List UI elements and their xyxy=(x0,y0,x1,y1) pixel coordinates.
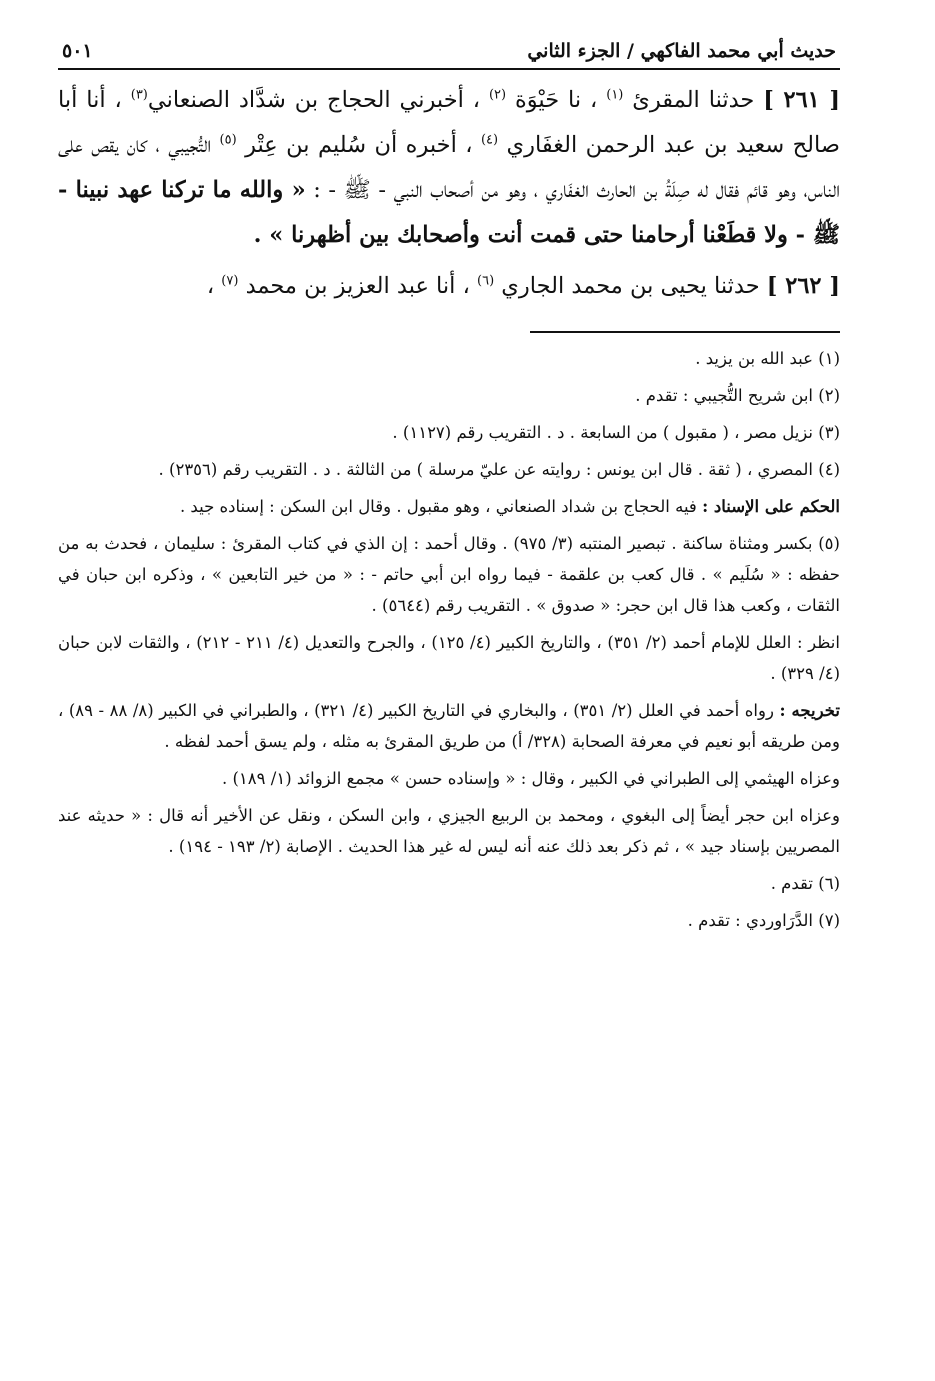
ruling-text: فيه الحجاج بن شداد الصنعاني ، وهو مقبول . وقال ابن السكن : إسناده جيد . xyxy=(179,497,703,516)
footnote-2: (٢) ابن شريح التُّجيبي : تقدم . xyxy=(635,386,840,405)
hadith-261 xyxy=(58,78,840,258)
footnote-5-ibnhajar: وعزاه ابن حجر أيضاً إلى البغوي ، ومحمد بن الربيع الجيزي ، وابن السكن ، ونقل عن الأخير أنه قال : « حديثه عند المصريين بإسناد جيد » ، ثم ذكر بعد ذلك عنه أنه ليس له غير هذا الحديث . الإصابة (٢/ ١٩٣ - ١٩٤) . xyxy=(58,806,840,856)
footnote-ref: (٢) xyxy=(488,87,507,103)
hadith-text: ، xyxy=(206,273,222,299)
hadith-text: التُّجيبي ، كان يقص على الناس، وهو قائم فقال له صِلَةُ بن الحارث الغفَاري ، وهو من أصحاب النبي - ﷺ - : xyxy=(58,132,841,203)
footnote-ref: (١) xyxy=(606,87,624,103)
hadith-number: [ ٢٦١ ] xyxy=(763,87,841,113)
hadith-quote: « والله ما تركنا عهد نبينا - ﷺ - ولا قطَعْنا أرحامنا حتى قمت أنت وأصحابك بين أظهرنا » . xyxy=(58,177,840,248)
footnote-ref: (٤) xyxy=(480,132,499,148)
hadith-262 xyxy=(58,264,840,309)
hadith-number: [ ٢٦٢ ] xyxy=(766,273,840,299)
takhrij-label: تخريجه : xyxy=(779,701,840,720)
footnote-7: (٧) الدَّرَاوردي : تقدم . xyxy=(687,911,840,930)
footnote-1: (١) عبد الله بن يزيد . xyxy=(695,349,840,368)
footnote-4-ruling xyxy=(58,491,840,522)
header-title: حديث أبي محمد الفاكهي / الجزء الثاني xyxy=(527,40,836,62)
hadith-text: ، أنا عبد العزيز بن محمد xyxy=(238,273,477,299)
takhrij-text: رواه أحمد في العلل (٢/ ٣٥١) ، والبخاري في التاريخ الكبير (٤/ ٣٢١) ، والطبراني في الكبير (٨/ ٨٨ - ٨٩) ، ومن طريقه أبو نعيم في معرفة الصحابة (٣٢٨/ أ) من طريق المقرئ به مثله ، ولم يسق أحمد لفظه . xyxy=(58,701,840,751)
hadith-text: حدثنا يحيى بن محمد الجاري xyxy=(494,273,767,299)
footnote-separator xyxy=(530,331,840,333)
footnote-5-see: انظر : العلل للإمام أحمد (٢/ ٣٥١) ، والتاريخ الكبير (٤/ ١٢٥) ، والجرح والتعديل (٤/ ٢١١ - ٢١٢) ، والثقات لابن حبان (٤/ ٣٢٩) . xyxy=(58,633,840,683)
footnote-3: (٣) نزيل مصر ، ( مقبول ) من السابعة . د . التقريب رقم (١١٢٧) . xyxy=(392,423,840,442)
footnote-5: (٥) بكسر ومثناة ساكنة . تبصير المنتبه (٣/ ٩٧٥) . وقال أحمد : إن الذي في كتاب المقرئ : سليمان ، فحدث به من حفظه : « سُلَيم » . قال كعب بن علقمة - فيما رواه ابن أبي حاتم - : « من خير التابعين » ، وذكره ابن حبان في الثقات ، وكعب هذا قال ابن حجر: « صدوق » . التقريب رقم (٥٦٤٤) . xyxy=(58,534,840,615)
page-number: ٥٠١ xyxy=(62,40,93,62)
hadith-text: ، أخبرني الحجاج بن شدَّاد الصنعاني xyxy=(147,87,489,113)
hadith-text: حدثنا المقرئ xyxy=(623,87,764,113)
footnote-ref: (٧) xyxy=(221,273,239,289)
running-header xyxy=(58,40,840,70)
hadith-text: ، أخبره أن سُليم بن عِتْر xyxy=(236,132,481,158)
book-page xyxy=(58,40,840,942)
ruling-label: الحكم على الإسناد : xyxy=(702,497,840,516)
hadith-text: ، نا حَيْوَة xyxy=(506,87,607,113)
footnote-6: (٦) تقدم . xyxy=(770,874,840,893)
footnote-ref: (٦) xyxy=(477,273,495,289)
footnote-5-takhrij xyxy=(58,695,840,757)
footnote-4: (٤) المصري ، ( ثقة . قال ابن يونس : روايته عن عليّ مرسلة ) من الثالثة . د . التقريب رقم (٢٣٥٦) . xyxy=(158,460,840,479)
footnote-5-haythami: وعزاه الهيثمي إلى الطبراني في الكبير ، وقال : « وإسناده حسن » مجمع الزوائد (١/ ١٨٩) . xyxy=(221,769,840,788)
footnotes xyxy=(58,343,840,936)
footnote-ref: (٥) xyxy=(219,132,237,148)
main-text xyxy=(58,78,840,309)
hadith-text: ، أنا أبا صالح سعيد بن عبد الرحمن الغفَاري xyxy=(58,87,840,158)
footnote-ref: (٣) xyxy=(130,87,148,103)
